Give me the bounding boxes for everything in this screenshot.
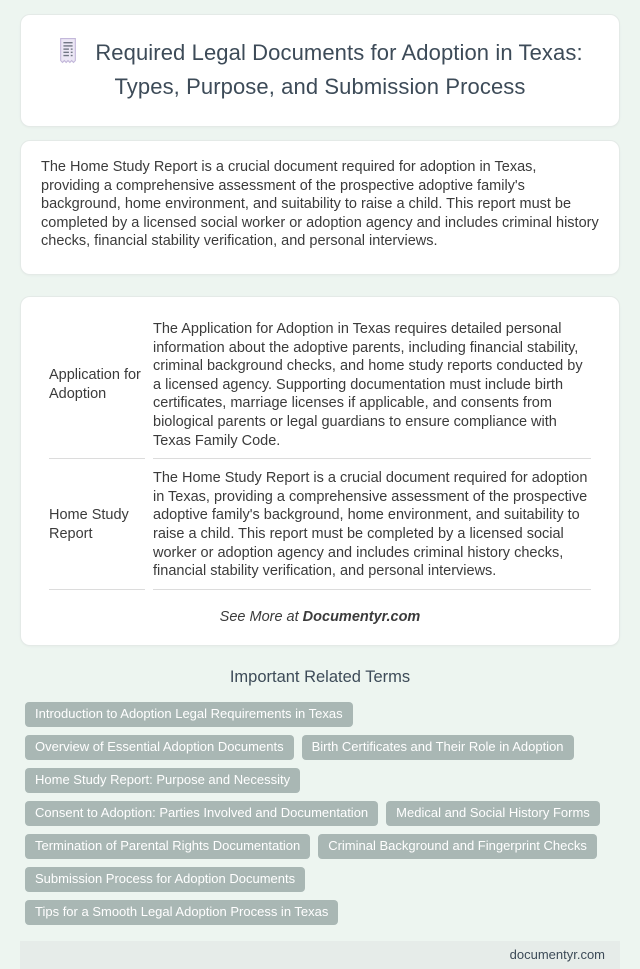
related-term-chip[interactable]: Introduction to Adoption Legal Requirements in Texas xyxy=(25,702,353,727)
site-footer xyxy=(20,941,620,969)
term-cell: Home Study Report xyxy=(49,459,145,590)
related-term-chip[interactable]: Medical and Social History Forms xyxy=(386,801,600,826)
related-term-chip[interactable]: Home Study Report: Purpose and Necessity xyxy=(25,768,300,793)
footer-site-label: documentyr.com xyxy=(509,947,605,963)
see-more-prefix: See More at xyxy=(219,608,303,625)
related-term-chip[interactable]: Consent to Adoption: Parties Involved and Documentation xyxy=(25,801,378,826)
title-card xyxy=(20,14,620,127)
description-cell: The Home Study Report is a crucial document required for adoption in Texas, providing a comprehensive assessment of the prospective adoptive family's background, home environment, and suitability to raise a child. This report must be completed by a licensed social worker or adoption agency and includes criminal history checks, financial stability verification, and personal interviews. xyxy=(153,459,591,590)
related-terms-list xyxy=(25,702,620,925)
intro-paragraph: The Home Study Report is a crucial document required for adoption in Texas, providing a comprehensive assessment of the prospective adoptive family's background, home environment, and suitability to raise a child. This report must be completed by a licensed social worker or adoption agency and includes criminal history checks, financial stability verification, and personal interviews. xyxy=(41,159,599,250)
table-row xyxy=(49,310,591,459)
table-row xyxy=(49,459,591,590)
related-term-chip[interactable]: Overview of Essential Adoption Documents xyxy=(25,735,294,760)
related-term-chip[interactable]: Submission Process for Adoption Documents xyxy=(25,867,305,892)
page-title-text: Required Legal Documents for Adoption in Texas: Types, Purpose, and Submission Process xyxy=(95,40,583,99)
see-more-line xyxy=(41,609,599,625)
page-title xyxy=(55,37,585,102)
page xyxy=(0,14,640,963)
related-term-chip[interactable]: Criminal Background and Fingerprint Checks xyxy=(318,834,597,859)
related-terms-heading: Important Related Terms xyxy=(229,667,411,686)
receipt-icon xyxy=(57,37,79,72)
intro-card xyxy=(20,140,620,275)
terms-table-card xyxy=(20,296,620,646)
related-term-chip[interactable]: Tips for a Smooth Legal Adoption Process in Texas xyxy=(25,900,338,925)
terms-table xyxy=(41,310,599,590)
see-more-brand: Documentyr.com xyxy=(302,608,421,625)
description-cell: The Application for Adoption in Texas requires detailed personal information about the adoptive parents, including financial stability, criminal background checks, and home study reports conducted by a licensed agency. Supporting documentation must include birth certificates, marriage licenses if applicable, and consents from biological parents or legal guardians to ensure compliance with Texas Family Code. xyxy=(153,310,591,459)
related-term-chip[interactable]: Birth Certificates and Their Role in Adoption xyxy=(302,735,574,760)
related-term-chip[interactable]: Termination of Parental Rights Documentation xyxy=(25,834,310,859)
term-cell: Application for Adoption xyxy=(49,310,145,459)
